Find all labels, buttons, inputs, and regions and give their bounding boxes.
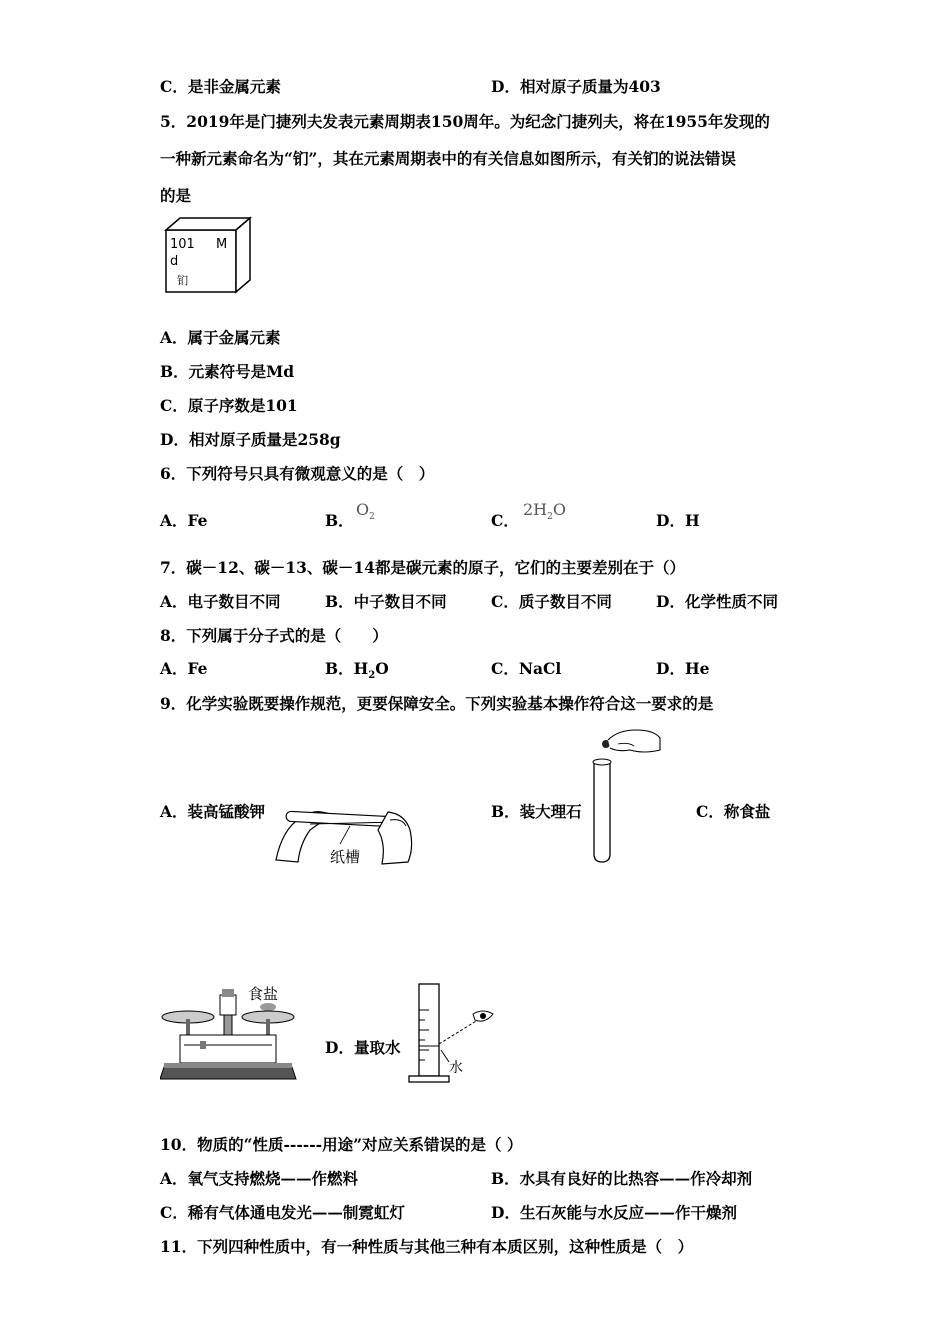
q7-option-a: A．电子数目不同 <box>160 592 281 611</box>
q6-stem: 6．下列符号只具有微观意义的是（ ） <box>160 464 435 483</box>
q5-option-d: D．相对原子质量是258g <box>160 430 341 449</box>
q6-option-b-formula: $O_2$ <box>356 500 375 523</box>
q8-option-a: A．Fe <box>160 659 208 678</box>
q8-stem: 8．下列属于分子式的是（ ） <box>160 626 388 645</box>
q9-stem: 9．化学实验既要操作规范，更要保障安全。下列实验基本操作符合这一要求的是 <box>160 694 714 713</box>
q10-option-b: B．水具有良好的比热容——作冷却剂 <box>491 1169 753 1188</box>
q10-stem: 10．物质的“性质------用途”对应关系错误的是（ ） <box>160 1135 523 1154</box>
q7-option-b: B．中子数目不同 <box>325 592 447 611</box>
salt-label: 食盐 <box>248 985 279 1003</box>
element-name: 钔 <box>177 274 188 287</box>
q5-stem-line3: 的是 <box>160 186 192 205</box>
q9-option-a: A．装高锰酸钾 <box>160 802 266 821</box>
q11-stem: 11．下列四种性质中，有一种性质与其他三种有本质区别，这种性质是（ ） <box>160 1237 694 1256</box>
q5-option-a: A．属于金属元素 <box>160 328 281 347</box>
q7-option-c: C．质子数目不同 <box>491 592 612 611</box>
q5-option-b: B．元素符号是Md <box>160 362 295 381</box>
water-label: 水 <box>449 1060 463 1076</box>
q8-option-b: B．$H_2O$ <box>325 659 389 682</box>
q9-option-b: B．装大理石 <box>491 802 582 821</box>
q8-option-c: C．NaCl <box>491 659 562 678</box>
q6-option-a: A．Fe <box>160 511 208 530</box>
test-tube-marble-figure <box>584 722 664 867</box>
q5-option-c: C．原子序数是101 <box>160 396 298 415</box>
q10-option-d: D．生石灰能与水反应——作干燥剂 <box>491 1203 737 1222</box>
paper-trough-label: 纸槽 <box>330 848 361 866</box>
element-symbol-part1: M <box>216 237 228 252</box>
q5-stem-line1: 5．2019年是门捷列夫发表元素周期表150周年。为纪念门捷列夫，将在1955年发现的 <box>160 112 770 131</box>
balance-scale-figure <box>160 985 300 1085</box>
element-atomic-number: 101 <box>170 237 195 252</box>
q6-option-b-label: B． <box>325 511 354 530</box>
q7-option-d: D．化学性质不同 <box>656 592 778 611</box>
q4-option-c: C．是非金属元素 <box>160 77 281 96</box>
element-card-figure <box>160 214 255 296</box>
q5-stem-line2: 一种新元素命名为“钔”，其在元素周期表中的有关信息如图所示，有关钔的说法错误 <box>160 149 736 168</box>
paper-trough-figure <box>270 800 420 870</box>
q10-option-a: A．氧气支持燃烧——作燃料 <box>160 1169 359 1188</box>
q7-stem: 7．碳－12、碳－13、碳－14都是碳元素的原子，它们的主要差别在于（） <box>160 558 685 577</box>
q6-option-c-label: C． <box>491 511 519 530</box>
q4-option-d: D．相对原子质量为403 <box>491 77 661 96</box>
q9-option-c: C．称食盐 <box>696 802 771 821</box>
q9-option-d: D．量取水 <box>325 1038 401 1057</box>
q6-option-c-formula: $2H_2O$ <box>523 500 566 523</box>
q10-option-c: C．稀有气体通电发光——制霓虹灯 <box>160 1203 405 1222</box>
element-symbol-part2: d <box>170 254 179 269</box>
measuring-cylinder-figure <box>405 980 500 1085</box>
q6-option-d: D．H <box>656 511 700 530</box>
q8-option-d: D．He <box>656 659 710 678</box>
